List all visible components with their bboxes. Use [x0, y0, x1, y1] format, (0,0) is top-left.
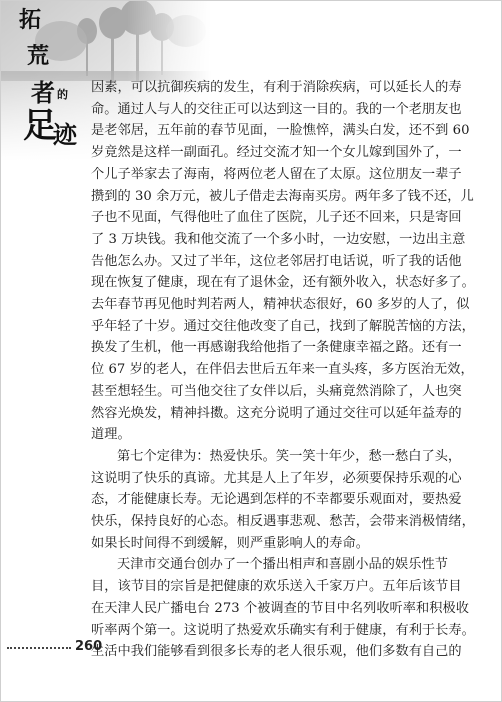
text-line: 道理。	[91, 427, 131, 443]
title-char: 足	[23, 106, 57, 146]
paragraph	[91, 446, 475, 555]
title-char: 的	[57, 88, 68, 101]
text-line: 攒到的 30 余万元，被儿子借走去海南买房。两年多了钱不还，儿	[91, 188, 474, 204]
page-footer	[1, 639, 141, 659]
book-title-vertical	[1, 1, 91, 171]
text-line: 去年春节再见他时判若两人，精神状态很好，60 多岁的人了，似	[91, 297, 470, 313]
text-line: 甚至想轻生。可当他交往了女伴以后，头痛竟然消除了，人也突	[91, 383, 462, 399]
title-char: 拓	[19, 7, 42, 33]
text-line: 了 3 万块钱。我和他交流了一个多小时，一边安慰，一边出主意	[91, 231, 466, 247]
text-line: 个儿子举家去了海南，将两位老人留在了太原。这位朋友一辈子	[91, 166, 462, 182]
footer-dotted-rule	[7, 647, 71, 651]
text-line: 然容光焕发，精神抖擞。这充分说明了通过交往可以延年益寿的	[91, 405, 462, 421]
title-char: 荒	[27, 43, 50, 69]
text-line: 换发了生机，他一再感谢我给他指了一条健康幸福之路。还有一	[91, 340, 462, 356]
page-number: 260	[75, 639, 103, 654]
text-line: 位 67 岁的老人，在伴侣去世后五年来一直头疼，多方医治无效，	[91, 362, 474, 378]
text-line: 乎年轻了十岁。通过交往他改变了自己，找到了解脱苦恼的方法，	[91, 318, 475, 334]
text-line: 现在恢复了健康，现在有了退休金，还有额外收入，状态好多了。	[91, 275, 475, 291]
text-line: 快乐，保持良好的心态。相反遇事悲观、愁苦，会带来消极情绪，	[91, 514, 475, 530]
text-line: 第七个定律为：热爱快乐。笑一笑十年少，愁一愁白了头，	[117, 448, 462, 464]
title-char: 者	[31, 78, 55, 107]
text-line: 告他怎么办。又过了半年，这位老邻居打电话说，听了我的话他	[91, 253, 462, 269]
paragraph	[91, 77, 475, 446]
text-line: 因素，可以抗御疾病的发生，有利于消除疾病，可以延长人的寿	[91, 80, 462, 95]
text-line: 天津市交通台创办了一个播出相声和喜剧小品的娱乐性节	[117, 557, 448, 573]
text-line: 子也不见面，气得他吐了血住了医院，儿子还不回来，只是寄回	[91, 210, 462, 226]
text-line: 如果长时间得不到缓解，则严重影响人的寿命。	[91, 535, 369, 551]
text-line: 目，该节目的宗旨是把健康的欢乐送入千家万户。五年后该节目	[91, 579, 462, 595]
text-line: 命。通过人与人的交往正可以达到这一目的。我的一个老朋友也	[91, 101, 462, 117]
title-char: 迹	[53, 120, 77, 149]
text-line: 在天津人民广播电台 273 个被调查的节目中名列收听率和积极收	[91, 600, 469, 616]
text-line: 这说明了快乐的真谛。尤其是人上了年岁，必须要保持乐观的心	[91, 470, 462, 486]
text-line: 生活中我们能够看到很多长寿的老人很乐观，他们多数有自己的	[91, 644, 462, 660]
text-line: 岁竟然是这样一副面孔。经过交流才知一个女儿嫁到国外了，一	[91, 145, 462, 161]
text-line: 态，才能健康长寿。无论遇到怎样的不幸都要乐观面对，要热爱	[91, 492, 462, 508]
body-text	[91, 77, 475, 663]
text-line: 是老邻居，五年前的春节见面，一脸憔悴，满头白发，还不到 60	[91, 123, 470, 139]
text-line: 听率两个第一。这说明了热爱欢乐确实有利于健康，有利于长寿。	[91, 622, 475, 638]
